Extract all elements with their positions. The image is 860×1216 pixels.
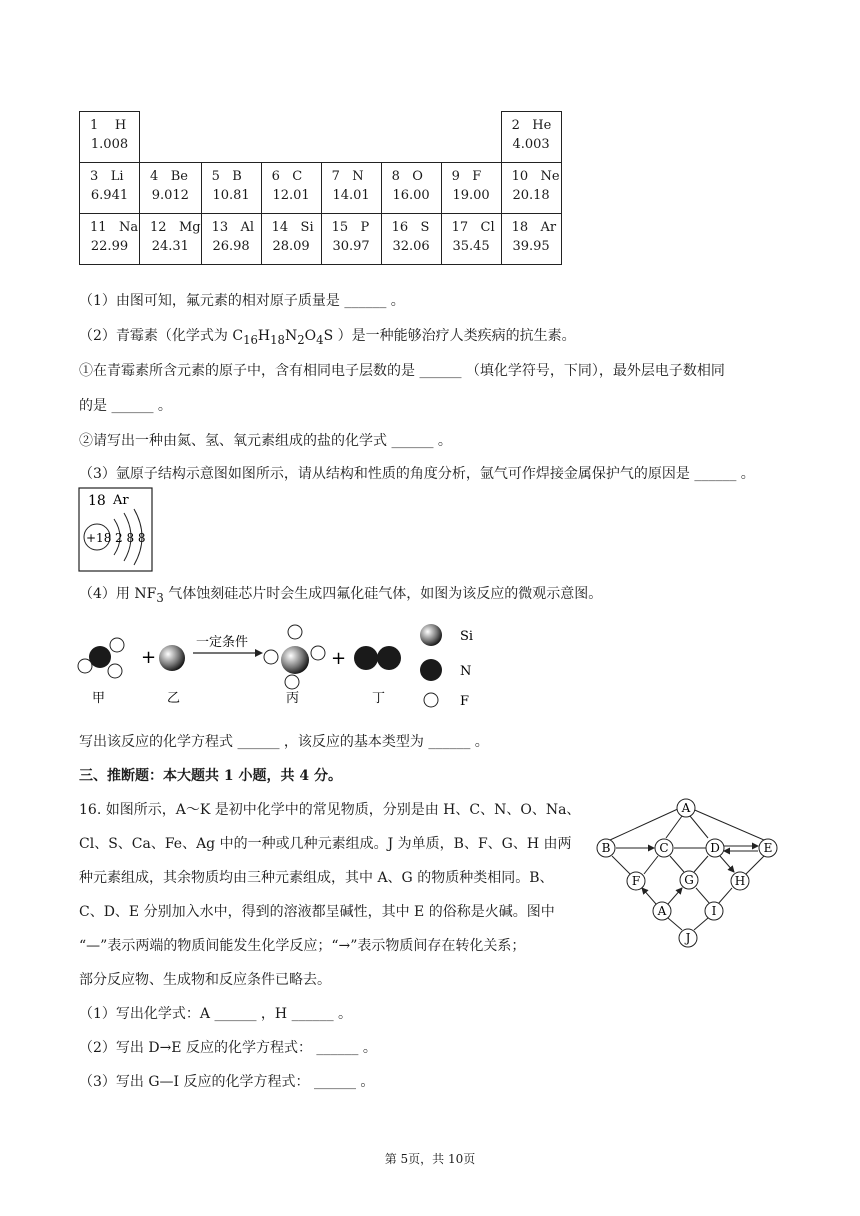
node-f: F (631, 874, 641, 888)
label-jia: 甲 (92, 691, 106, 706)
q16-line: Cl、S、Ca、Fe、Ag 中的一种或几种元素组成。J 为单质，B、F、G、H 由两 (79, 836, 572, 852)
q15-part1: （1）由图可知，氟元素的相对原子质量是 ______ 。 (79, 293, 405, 309)
reaction-diagram (75, 620, 495, 715)
q16-line: 16. 如图所示，A～K 是初中化学中的常见物质，分别是由 H、C、N、O、Na、 (79, 802, 581, 818)
node-j: J (685, 931, 691, 945)
table-row (80, 214, 562, 265)
element-cell: 13 Al 26.98 (201, 214, 261, 265)
element-cell: 15 P 30.97 (321, 214, 381, 265)
q16-part1: （1）写出化学式：A ______ ，H ______ 。 (79, 1006, 353, 1022)
q16-line: 种元素组成，其余物质均由三种元素组成，其中 A、G 的物质种类相同。B、 (79, 870, 554, 886)
element-cell: 17 Cl 35.45 (441, 214, 501, 265)
legend-si-marker (420, 624, 442, 646)
label-ding: 丁 (372, 691, 386, 706)
legend-f: F (460, 694, 470, 709)
label-bing: 丙 (286, 691, 300, 706)
argon-nucleus: +18 (86, 531, 112, 545)
q15-part2-2: ②请写出一种由氮、氢、氧元素组成的盐的化学式 ______ 。 (79, 433, 452, 449)
element-cell: 5 B 10.81 (201, 163, 261, 214)
q16-part2: （2）写出 D→E 反应的化学方程式： ______ 。 (79, 1040, 377, 1056)
argon-symbol: Ar (113, 493, 129, 508)
q15-part3: （3）氩原子结构示意图如图所示，请从结构和性质的角度分析，氩气可作焊接金属保护气的原因是 ______ 。 (79, 466, 755, 482)
node-i: I (711, 904, 717, 918)
atom-si (159, 645, 185, 671)
element-cell: 6 C 12.01 (261, 163, 321, 214)
element-cell: 4 Be 9.012 (140, 163, 202, 214)
element-cell: 18 Ar 39.95 (501, 214, 561, 265)
element-cell: 1 H 1.008 (80, 112, 140, 163)
label-yi: 乙 (167, 691, 181, 706)
section3-heading: 三、推断题：本大题共 1 小题，共 4 分。 (79, 768, 342, 784)
element-cell: 12 Mg 24.31 (140, 214, 202, 265)
q15-part4: （4）用 $NF_3$ 气体蚀刻硅芯片时会生成四氟化硅气体，如图为该反应的微观示意图。 (79, 586, 603, 605)
node-a: A (681, 801, 691, 815)
node-h: H (734, 874, 746, 888)
element-cell: 7 N 14.01 (321, 163, 381, 214)
node-e: E (763, 841, 773, 855)
element-cell: 8 O 16.00 (381, 163, 441, 214)
node-b: B (601, 841, 611, 855)
element-cell: 9 F 19.00 (441, 163, 501, 214)
element-cell: 10 Ne 20.18 (501, 163, 561, 214)
table-row (80, 163, 562, 214)
element-cell: 11 Na 22.99 (80, 214, 140, 265)
node-g: G (684, 873, 694, 887)
q15-part5: 写出该反应的化学方程式 ______ ，该反应的基本类型为 ______ 。 (79, 734, 489, 750)
page-footer: 第 5页，共 10页 (384, 1152, 476, 1166)
argon-shells: 2 8 8 (115, 531, 146, 545)
relationship-diagram (594, 796, 790, 950)
molecule-nf3 (78, 638, 124, 678)
element-cell: 16 S 32.06 (381, 214, 441, 265)
legend-n: N (460, 664, 472, 679)
node-d: D (710, 841, 720, 855)
periodic-table (79, 111, 562, 265)
molecule-n2 (354, 646, 401, 670)
q15-part2-1b: 的是 ______ 。 (79, 398, 172, 414)
q15-part2-1a: ①在青霉素所含元素的原子中，含有相同电子层数的是 ______ （填化学符号，下同），最外层电子数相同 (79, 363, 725, 379)
argon-number: 18 (88, 493, 106, 509)
legend-f-marker (424, 693, 438, 707)
q16-part3: （3）写出 G—I 反应的化学方程式： ______ 。 (79, 1074, 375, 1090)
q16-line: “—”表示两端的物质间能发生化学反应；“→”表示物质间存在转化关系； (79, 938, 526, 954)
element-cell: 2 He 4.003 (501, 112, 561, 163)
element-cell: 14 Si 28.09 (261, 214, 321, 265)
element-cell: 3 Li 6.941 (80, 163, 140, 214)
reaction-condition: 一定条件 (196, 635, 249, 650)
q16-line: C、D、E 分别加入水中，得到的溶液都呈碱性，其中 E 的俗称是火碱。图中 (79, 904, 555, 920)
plus-sign: + (331, 648, 347, 669)
q15-part2: （2）青霉素（化学式为 $C_{16}H_{18}N_2O_4S$ ）是一种能够治疗人类疾病的抗生素。 (79, 328, 576, 347)
node-c: C (659, 841, 669, 855)
argon-structure-diagram (78, 487, 154, 573)
molecule-sif4 (264, 625, 325, 689)
node-a-lower: A (657, 904, 667, 918)
table-row (80, 112, 562, 163)
legend-si: Si (460, 629, 474, 644)
q16-line: 部分反应物、生成物和反应条件已略去。 (79, 972, 331, 988)
plus-sign: + (141, 647, 157, 668)
legend-n-marker (420, 659, 442, 681)
